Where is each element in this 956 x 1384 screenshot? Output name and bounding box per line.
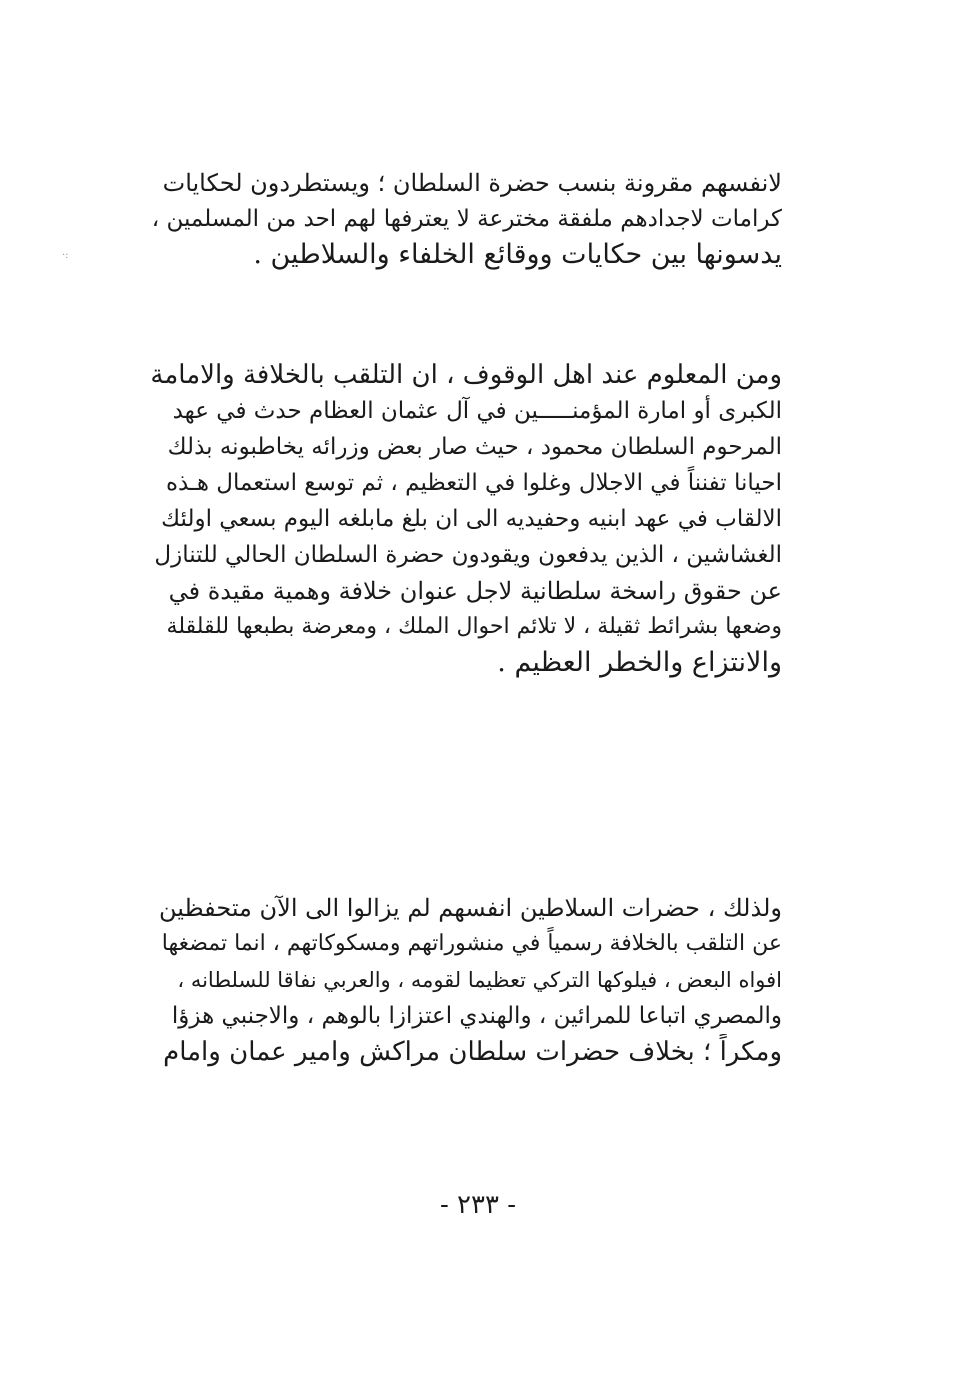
text-line: ولذلك ، حضرات السلاطين انفسهم لم يزالوا الى الآن متحفظين (158, 894, 782, 922)
paragraph-1 (150, 165, 782, 273)
text-line: لانفسهم مقرونة بنسب حضرة السلطان ؛ ويستطردون لحكايات (162, 169, 782, 197)
text-line: احيانا تفنناً في الاجلال وغلوا في التعظيم ، ثم توسع استعمال هـذه (165, 470, 782, 496)
page-number: - ٢٣٣ - (439, 1190, 517, 1220)
text-line: يدسونها بين حكايات ووقائع الخلفاء والسلاطين . (253, 239, 782, 270)
text-line: الغشاشين ، الذين يدفعون ويقودون حضرة السلطان الحالي للتنازل (154, 542, 782, 568)
text-line: افواه البعض ، فيلوكها التركي تعظيما لقومه ، والعربي نفاقا للسلطانه ، (177, 968, 782, 992)
text-line: كرامات لاجدادهم ملفقة مخترعة لا يعترفها لهم احد من المسلمين ، (151, 206, 782, 232)
text-line: ومكراً ؛ بخلاف حضرات سلطان مراكش وامير عمان وامام (163, 1037, 782, 1067)
text-line: المرحوم السلطان محمود ، حيث صار بعض وزرائه يخاطبونه بذلك (167, 434, 782, 460)
paragraph-3 (150, 890, 782, 1070)
text-line: الكبرى أو امارة المؤمنـــــين في آل عثمان العظام حدث في عهد (172, 398, 782, 424)
text-line: وضعها بشرائط ثقيلة ، لا تلائم احوال الملك ، ومعرضة بطبعها للقلقلة (166, 614, 782, 639)
scan-speck: ·: (62, 250, 69, 261)
paragraph-2 (150, 357, 782, 681)
text-line: ومن المعلوم عند اهل الوقوف ، ان التلقب بالخلافة والامامة (150, 360, 782, 390)
text-line: والانتزاع والخطر العظيم . (497, 647, 782, 678)
text-line: الالقاب في عهد ابنيه وحفيديه الى ان بلغ مابلغه اليوم بسعي اولئك (161, 506, 782, 532)
text-line: عن حقوق راسخة سلطانية لاجل عنوان خلافة وهمية مقيدة في (168, 577, 782, 605)
text-line: والمصري اتباعا للمرائين ، والهندي اعتزازا بالوهم ، والاجنبي هزؤا (171, 1003, 782, 1029)
text-line: عن التلقب بالخلافة رسمياً في منشوراتهم ومسكوكاتهم ، انما تمضغها (161, 931, 782, 956)
